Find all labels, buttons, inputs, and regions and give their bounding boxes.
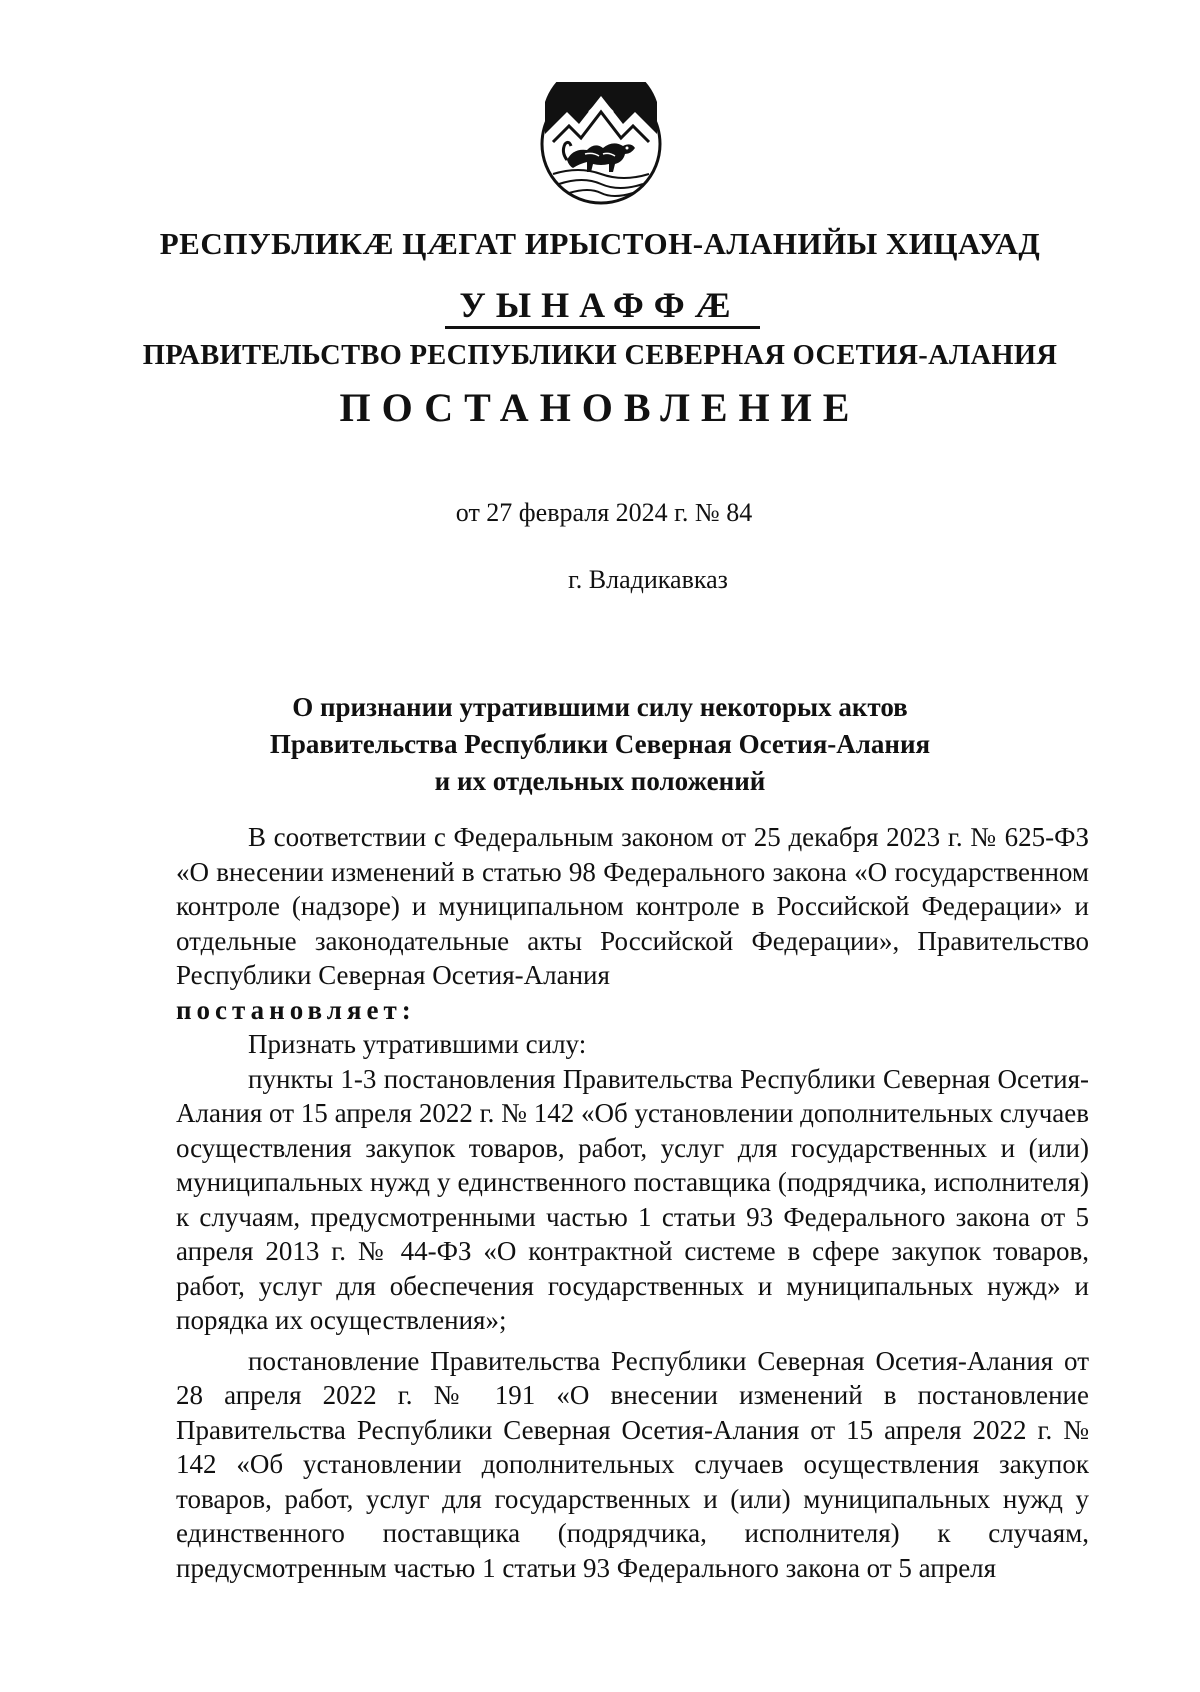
repealed-item-paragraph: постановление Правительства Республики Северная Осетия-Алания от 28 апреля 2022 г. № 191 «О внесении изменений в постановление Правительства Республики Северная Осетия-Алания от 15 апреля 2022 г. № 142 «Об установлении дополнительных случаев осуществления закупок товаров, работ, услуг для государственных и (или) муниципальных нужд у единственного поставщика (подрядчика, исполнителя) к случаям, предусмотренным частью 1 статьи 93 Федерального закона от 5 апреля [176, 1345, 1089, 1583]
russian-government-name: ПРАВИТЕЛЬСТВО РЕСПУБЛИКИ СЕВЕРНАЯ ОСЕТИЯ-АЛАНИЯ [142, 340, 1058, 371]
russian-decree-title: ПОСТАНОВЛЕНИЕ [339, 385, 861, 430]
ossetian-decree-title: УЫНАФФӔ [459, 285, 741, 325]
document-body [176, 820, 1089, 1585]
document-title-line: О признании утратившими силу некоторых актов [292, 692, 908, 722]
document-title-line: и их отдельных положений [434, 766, 766, 796]
decree-city: г. Владикавказ [568, 565, 728, 594]
decree-date-number: от 27 февраля 2024 г. № 84 [455, 498, 753, 527]
decree-word: постановляет: [176, 994, 416, 1025]
document-title-line: Правительства Республики Северная Осетия-Алания [269, 729, 931, 759]
preamble-paragraph: В соответствии с Федеральным законом от 25 декабря 2023 г. № 625-ФЗ «О внесении изменений в статью 98 Федерального закона «О государственном контроле (надзоре) и муниципальном контроле в Российской Федерации» и отдельные законодательные акты Российской Федерации», Правительство Республики Северная Осетия-Алания [176, 822, 1089, 990]
document-title [0, 689, 1200, 800]
ossetian-government-name: РЕСПУБЛИКӔ ЦӔГАТ ИРЫСТОН-АЛАНИЙЫ ХИЦАУАД [159, 226, 1041, 261]
recognize-paragraph: Признать утратившими силу: [248, 1029, 587, 1059]
repealed-item-paragraph: пункты 1-3 постановления Правительства Республики Северная Осетия-Алания от 15 апреля 2022 г. № 142 «Об установлении дополнительных случаев осуществления закупок товаров, работ, услуг для государственных и (или) муниципальных нужд у единственного поставщика (подрядчика, исполнителя) к случаям, предусмотренными частью 1 статьи 93 Федерального закона от 5 апреля 2013 г. № 44-ФЗ «О контрактной системе в сфере закупок товаров, работ, услуг для обеспечения государственных и муниципальных нужд» и порядка их осуществления»; [176, 1063, 1089, 1335]
title-underline [445, 326, 760, 329]
coat-of-arms-icon [539, 82, 663, 206]
